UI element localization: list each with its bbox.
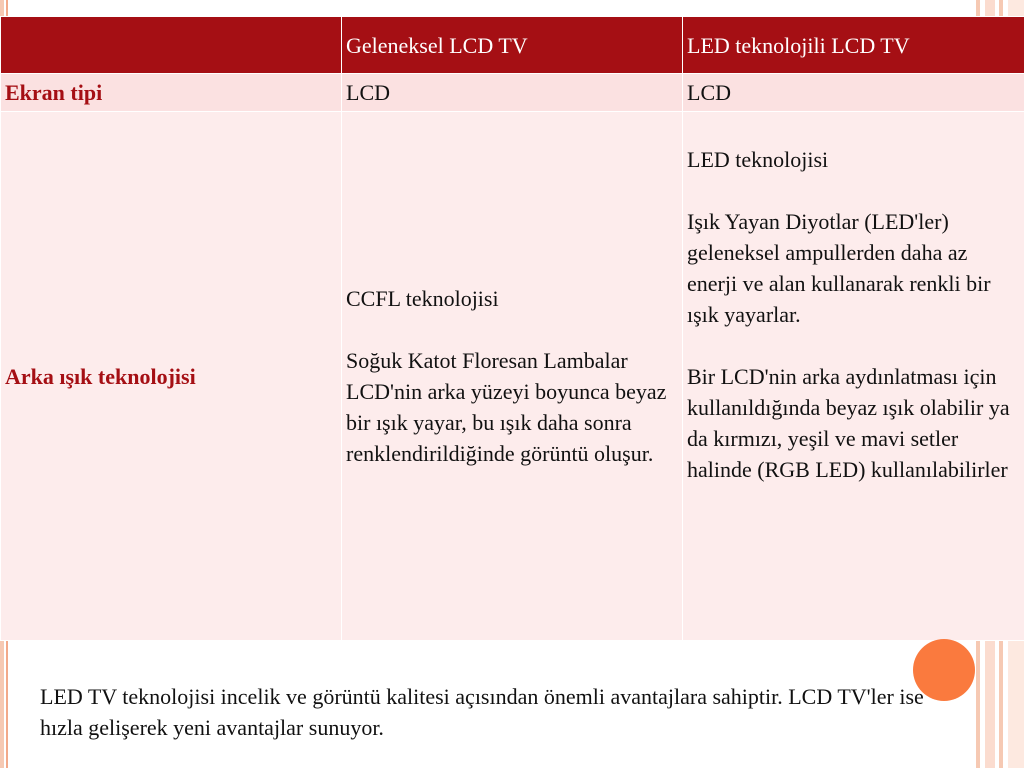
cell-backlight-led bbox=[683, 112, 1024, 641]
header-empty-cell bbox=[1, 17, 342, 74]
traditional-tech-desc: Soğuk Katot Floresan Lambalar LCD'nin arka yüzeyi boyunca beyaz bir ışık yayar, bu ışık daha sonra renklendirildiğinde görüntü oluşur. bbox=[346, 348, 667, 466]
cell-screen-type-led: LCD bbox=[683, 74, 1024, 112]
row-label-backlight: Arka ışık teknolojisi bbox=[1, 112, 342, 641]
footer-note: LED TV teknolojisi incelik ve görüntü kalitesi açısından önemli avantajlara sahiptir. LCD TV'ler ise hızla gelişerek yeni avantajlar sunuyor. bbox=[40, 684, 924, 740]
led-tech-desc: Işık Yayan Diyotlar (LED'ler) geleneksel ampullerden daha az enerji ve alan kullanarak renkli bir ışık yayarlar. bbox=[687, 209, 991, 327]
table-row-backlight bbox=[1, 112, 1024, 641]
header-led-lcd: LED teknolojili LCD TV bbox=[683, 17, 1024, 74]
led-tech-title: LED teknolojisi bbox=[687, 147, 829, 172]
led-tech-usage: Bir LCD'nin arka aydınlatması için kullanıldığında beyaz ışık olabilir ya da kırmızı, yeşil ve mavi setler halinde (RGB LED) kullanılabilirler bbox=[687, 364, 1010, 482]
cell-backlight-traditional bbox=[342, 112, 683, 641]
header-traditional-lcd: Geleneksel LCD TV bbox=[342, 17, 683, 74]
comparison-table bbox=[0, 16, 1024, 641]
table-row-screen-type bbox=[1, 74, 1024, 112]
traditional-tech-title: CCFL teknolojisi bbox=[346, 286, 499, 311]
cell-screen-type-traditional: LCD bbox=[342, 74, 683, 112]
table-header-row bbox=[1, 17, 1024, 74]
row-label-screen-type: Ekran tipi bbox=[1, 74, 342, 112]
